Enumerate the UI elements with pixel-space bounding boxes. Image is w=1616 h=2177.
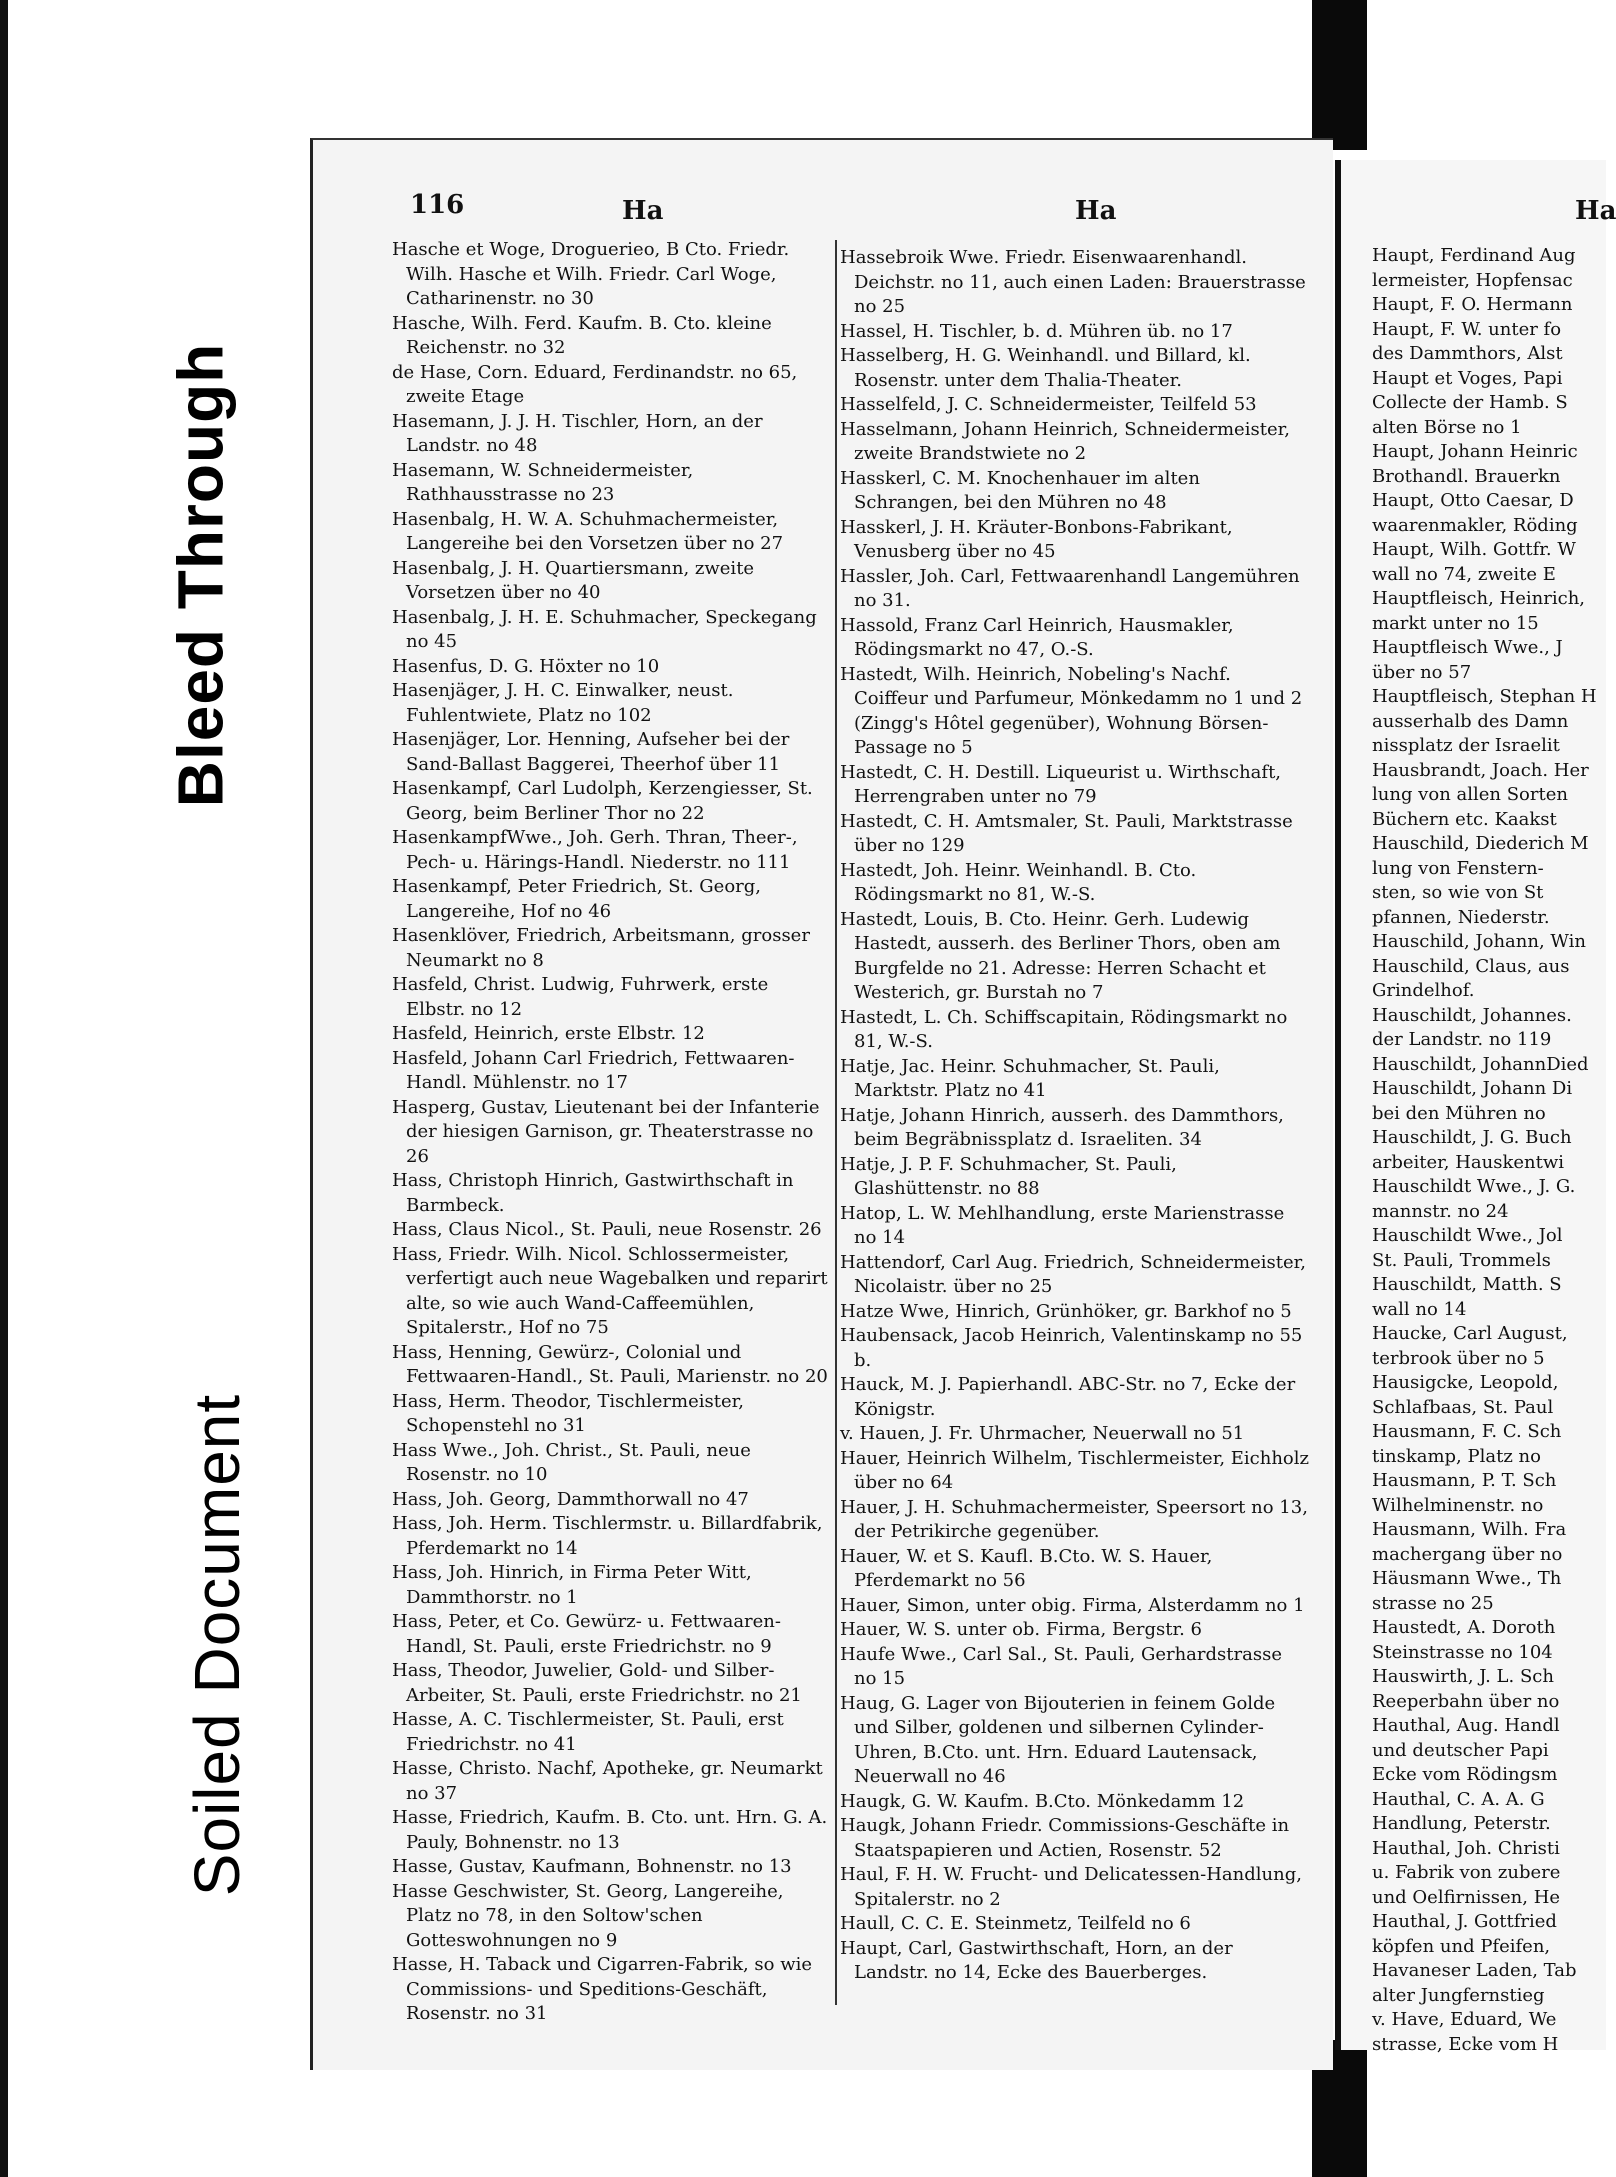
directory-entry: Hasse, Christo. Nachf, Apotheke, gr. Neumarkt no 37: [392, 1758, 823, 1804]
directory-entry: ausserhalb des Damn: [1372, 710, 1569, 732]
directory-entry: Hauschildt, Johannes.: [1372, 1004, 1572, 1026]
directory-entry: Hassler, Joh. Carl, Fettwaarenhandl Langemühren no 31.: [840, 565, 1300, 611]
directory-entry: Hauschild, Johann, Win: [1372, 931, 1586, 952]
directory-entry: Hasse, A. C. Tischlermeister, St. Pauli, erst Friedrichstr. no 41: [392, 1709, 784, 1755]
directory-entry: alter Jungfernstieg: [1372, 1984, 1545, 2006]
directory-entry: v. Hauen, J. Fr. Uhrmacher, Neuerwall no 51: [840, 1423, 1245, 1444]
directory-entry: Hasenbalg, J. H. E. Schuhmacher, Speckegang no 45: [392, 606, 817, 652]
directory-entry: Haul, F. H. W. Frucht- und Delicatessen-Handlung, Spitalerstr. no 2: [840, 1864, 1302, 1910]
bleed-through-label: Bleed Through: [164, 342, 236, 808]
directory-entry: Collecte der Hamb. S: [1372, 392, 1568, 413]
running-head-center: Ha: [1075, 196, 1117, 226]
directory-entry: Hastedt, C. H. Destill. Liqueurist u. Wirthschaft, Herrengraben unter no 79: [840, 761, 1282, 807]
directory-entry: lung von Fenstern-: [1372, 857, 1544, 879]
directory-entry: Reeperbahn über no: [1372, 1690, 1560, 1712]
directory-entry: Hattendorf, Carl Aug. Friedrich, Schneidermeister, Nicolaistr. über no 25: [840, 1251, 1306, 1297]
directory-entry: de Hase, Corn. Eduard, Ferdinandstr. no 65, zweite Etage: [392, 361, 798, 407]
directory-entry: Hass, Peter, et Co. Gewürz- u. Fettwaaren-Handl, St. Pauli, erste Friedrichstr. no 9: [392, 1611, 781, 1657]
directory-entry: Hauptfleisch Wwe., J: [1372, 637, 1563, 658]
directory-entry: Hauschildt, J. G. Buch: [1372, 1127, 1572, 1148]
directory-entry: St. Pauli, Trommels: [1372, 1249, 1551, 1271]
directory-entry: Hauschildt, JohannDied: [1372, 1053, 1589, 1075]
directory-entry: Hasse Geschwister, St. Georg, Langereihe, Platz no 78, in den Soltow'schen Gotteswohnungen no 9: [392, 1880, 784, 1951]
directory-entry: Hasenbalg, J. H. Quartiersmann, zweite Vorsetzen über no 40: [392, 557, 755, 603]
running-head-right: Ha: [1575, 196, 1616, 226]
directory-entry: Brothandl. Brauerkn: [1372, 465, 1561, 487]
directory-entry: Hastedt, L. Ch. Schiffscapitain, Rödingsmarkt no 81, W.-S.: [840, 1006, 1288, 1052]
directory-entry: Hauschild, Diederich M: [1372, 833, 1589, 854]
directory-entry: Haupt, Johann Heinric: [1372, 441, 1578, 462]
directory-entry: Hausmann, F. C. Sch: [1372, 1421, 1562, 1442]
directory-entry: Hastedt, Wilh. Heinrich, Nobeling's Nachf. Coiffeur und Parfumeur, Mönkedamm no 1 und 2 (Zingg's Hôtel gegenüber), Wohnung Börsen-Passage no 5: [840, 663, 1303, 758]
directory-entry: Hasche et Woge, Droguerieo, B Cto. Friedr. Wilh. Hasche et Wilh. Friedr. Carl Woge, Catharinenstr. no 30: [392, 239, 790, 309]
directory-entry: lermeister, Hopfensac: [1372, 269, 1573, 291]
directory-entry: Hasfeld, Christ. Ludwig, Fuhrwerk, erste Elbstr. no 12: [392, 974, 769, 1020]
directory-entry: bei den Mühren no: [1372, 1102, 1546, 1124]
directory-entry: HasenkampfWwe., Joh. Gerh. Thran, Theer-, Pech- u. Härings-Handl. Niederstr. no 111: [392, 827, 798, 873]
directory-entry: und Oelfirnissen, He: [1372, 1886, 1561, 1908]
directory-entry: Hassold, Franz Carl Heinrich, Hausmakler, Rödingsmarkt no 47, O.-S.: [840, 614, 1234, 660]
directory-entry: Hass, Christoph Hinrich, Gastwirthschaft in Barmbeck.: [392, 1170, 794, 1216]
directory-entry: Hauer, J. H. Schuhmachermeister, Speersort no 13, der Petrikirche gegenüber.: [840, 1496, 1308, 1542]
directory-entry: nissplatz der Israelit: [1372, 735, 1560, 756]
soiled-document-label: Soiled Document: [181, 1393, 254, 1897]
directory-entry: Haull, C. C. E. Steinmetz, Teilfeld no 6: [840, 1913, 1191, 1934]
directory-entry: Hauschildt, Matth. S: [1372, 1274, 1562, 1295]
directory-entry: Hasselberg, H. G. Weinhandl. und Billard, kl. Rosenstr. unter dem Thalia-Theater.: [840, 345, 1251, 391]
directory-entry: köpfen und Pfeifen,: [1372, 1935, 1551, 1957]
directory-entry: lung von allen Sorten: [1372, 784, 1568, 805]
directory-entry: Hauthal, Aug. Handl: [1372, 1715, 1560, 1736]
directory-entry: Hauschildt Wwe., Jol: [1372, 1225, 1563, 1246]
page-number: 116: [410, 190, 465, 220]
directory-entry: Hauschild, Claus, aus: [1372, 955, 1570, 977]
directory-entry: Hatje, Johann Hinrich, ausserh. des Dammthors, beim Begräbnissplatz d. Israeliten. 34: [840, 1104, 1284, 1150]
directory-entry: arbeiter, Hauskentwi: [1372, 1151, 1565, 1173]
directory-entry: Haupt et Voges, Papi: [1372, 367, 1563, 389]
directory-entry: Hasperg, Gustav, Lieutenant bei der Infanterie der hiesigen Garnison, gr. Theaterstrasse no 26: [392, 1096, 820, 1167]
directory-entry: Haufe Wwe., Carl Sal., St. Pauli, Gerhardstrasse no 15: [840, 1643, 1282, 1689]
directory-entry: Grindelhof.: [1372, 980, 1475, 1001]
directory-entry: Hauthal, J. Gottfried: [1372, 1911, 1557, 1932]
running-head-left: Ha: [622, 196, 664, 226]
directory-entry: Hasse, H. Taback und Cigarren-Fabrik, so wie Commissions- und Speditions-Geschäft, Rosenstr. no 31: [392, 1954, 813, 2024]
directory-entry: Hatop, L. W. Mehlhandlung, erste Marienstrasse no 14: [840, 1202, 1285, 1248]
directory-entry: Hauer, Heinrich Wilhelm, Tischlermeister, Eichholz über no 64: [840, 1447, 1310, 1493]
directory-entry: Hasenjäger, J. H. C. Einwalker, neust. Fuhlentwiete, Platz no 102: [392, 680, 734, 726]
directory-entry: u. Fabrik von zubere: [1372, 1862, 1561, 1883]
directory-entry: Hasenklöver, Friedrich, Arbeitsmann, grosser Neumarkt no 8: [392, 925, 810, 971]
scan-edge-left: [0, 0, 8, 2177]
directory-entry: Hasskerl, C. M. Knochenhauer im alten Schrangen, bei den Mühren no 48: [840, 467, 1200, 513]
directory-entry: machergang über no: [1372, 1543, 1563, 1565]
directory-entry: Hatje, J. P. F. Schuhmacher, St. Pauli, Glashüttenstr. no 88: [840, 1153, 1177, 1199]
directory-entry: Haupt, F. O. Hermann: [1372, 294, 1573, 315]
directory-entry: Haugk, Johann Friedr. Commissions-Geschäfte in Staatspapieren und Actien, Rosenstr. 52: [840, 1815, 1290, 1861]
directory-entry: Hausmann, P. T. Sch: [1372, 1470, 1557, 1491]
directory-entry: Hauschildt, Johann Di: [1372, 1078, 1573, 1099]
directory-entry: Hasemann, W. Schneidermeister, Rathhausstrasse no 23: [392, 459, 694, 505]
directory-entry: Hastedt, C. H. Amtsmaler, St. Pauli, Marktstrasse über no 129: [840, 810, 1293, 856]
directory-entry: Hauthal, Joh. Christi: [1372, 1837, 1560, 1859]
directory-entry: waarenmakler, Röding: [1372, 514, 1578, 536]
column-divider: [835, 240, 837, 2005]
directory-entry: Hauswirth, J. L. Sch: [1372, 1666, 1554, 1687]
directory-entry: Hasenkampf, Peter Friedrich, St. Georg, Langereihe, Hof no 46: [392, 876, 761, 922]
directory-entry: Haubensack, Jacob Heinrich, Valentinskamp no 55 b.: [840, 1325, 1303, 1371]
directory-entry: Handlung, Peterstr.: [1372, 1813, 1551, 1834]
directory-entry: terbrook über no 5: [1372, 1347, 1545, 1369]
directory-entry: Hasemann, J. J. H. Tischler, Horn, an der Landstr. no 48: [392, 410, 763, 456]
directory-entry: Hass, Joh. Georg, Dammthorwall no 47: [392, 1488, 749, 1510]
directory-entry: Hatje, Jac. Heinr. Schuhmacher, St. Pauli, Marktstr. Platz no 41: [840, 1055, 1220, 1101]
directory-entry: Haupt, F. W. unter fo: [1372, 318, 1562, 340]
directory-entry: tinskamp, Platz no: [1372, 1445, 1541, 1467]
directory-entry: Hasenbalg, H. W. A. Schuhmachermeister, Langereihe bei den Vorsetzen über no 27: [392, 508, 784, 554]
directory-entry: und deutscher Papi: [1372, 1739, 1549, 1761]
directory-entry: Haucke, Carl August,: [1372, 1323, 1568, 1344]
directory-entry: Haustedt, A. Doroth: [1372, 1617, 1556, 1638]
directory-entry: Hauthal, C. A. A. G: [1372, 1788, 1545, 1810]
directory-column-right: [1372, 244, 1600, 2057]
directory-entry: Haupt, Wilh. Gottfr. W: [1372, 539, 1576, 560]
soiled-document-label-box: [165, 1345, 270, 1945]
directory-entry: Hass, Herm. Theodor, Tischlermeister, Schopenstehl no 31: [392, 1390, 744, 1436]
directory-entry: Hausigcke, Leopold,: [1372, 1372, 1559, 1393]
directory-entry: Hasskerl, J. H. Kräuter-Bonbons-Fabrikant, Venusberg über no 45: [840, 516, 1233, 562]
directory-entry: Hass, Henning, Gewürz-, Colonial und Fettwaaren-Handl., St. Pauli, Marienstr. no 20: [392, 1341, 828, 1387]
directory-entry: strasse no 25: [1372, 1592, 1494, 1614]
directory-entry: Hasfeld, Johann Carl Friedrich, Fettwaaren-Handl. Mühlenstr. no 17: [392, 1047, 795, 1093]
directory-entry: wall no 14: [1372, 1298, 1467, 1320]
directory-entry: v. Have, Eduard, We: [1372, 2009, 1557, 2030]
directory-entry: Hassel, H. Tischler, b. d. Mühren üb. no 17: [840, 320, 1233, 342]
directory-entry: Hasse, Friedrich, Kaufm. B. Cto. unt. Hrn. G. A. Pauly, Bohnenstr. no 13: [392, 1807, 828, 1853]
directory-entry: pfannen, Niederstr.: [1372, 906, 1550, 928]
directory-entry: Hasselmann, Johann Heinrich, Schneidermeister, zweite Brandstwiete no 2: [840, 418, 1290, 464]
directory-entry: Büchern etc. Kaakst: [1372, 808, 1557, 830]
directory-entry: markt unter no 15: [1372, 612, 1539, 634]
directory-entry: Hauschildt Wwe., J. G.: [1372, 1176, 1576, 1197]
directory-entry: Steinstrasse no 104: [1372, 1641, 1553, 1663]
directory-entry: Hass, Claus Nicol., St. Pauli, neue Rosenstr. 26: [392, 1219, 822, 1240]
directory-entry: alten Börse no 1: [1372, 416, 1522, 438]
directory-column-left: [392, 238, 832, 2027]
directory-entry: Hasenkampf, Carl Ludolph, Kerzengiesser, St. Georg, beim Berliner Thor no 22: [392, 778, 813, 824]
directory-entry: Hass Wwe., Joh. Christ., St. Pauli, neue Rosenstr. no 10: [392, 1439, 751, 1485]
directory-entry: Hauer, Simon, unter obig. Firma, Alsterdamm no 1: [840, 1594, 1305, 1616]
directory-entry: Hastedt, Louis, B. Cto. Heinr. Gerh. Ludewig Hastedt, ausserh. des Berliner Thors, oben am Burgfelde no 21. Adresse: Herren Schacht et Westerich, gr. Burstah no 7: [840, 908, 1281, 1003]
directory-entry: Haupt, Otto Caesar, D: [1372, 490, 1574, 511]
directory-entry: Hastedt, Joh. Heinr. Weinhandl. B. Cto. Rödingsmarkt no 81, W.-S.: [840, 859, 1197, 905]
directory-entry: der Landstr. no 119: [1372, 1029, 1552, 1050]
directory-entry: Hatze Wwe, Hinrich, Grünhöker, gr. Barkhof no 5: [840, 1300, 1292, 1322]
directory-entry: strasse, Ecke vom H: [1372, 2033, 1559, 2055]
directory-entry: Haupt, Carl, Gastwirthschaft, Horn, an der Landstr. no 14, Ecke des Bauerberges.: [840, 1937, 1233, 1983]
directory-entry: Hass, Friedr. Wilh. Nicol. Schlossermeister, verfertigt auch neue Wagebalken und reparirt alte, so wie auch Wand-Caffeemühlen, Spitalerstr., Hof no 75: [392, 1243, 828, 1338]
directory-entry: Haug, G. Lager von Bijouterien in feinem Golde und Silber, goldenen und silbernen Cylinder-Uhren, B.Cto. unt. Hrn. Eduard Lautensack, Neuerwall no 46: [840, 1692, 1276, 1787]
directory-entry: Hasenjäger, Lor. Henning, Aufseher bei der Sand-Ballast Baggerei, Theerhof über 11: [392, 729, 790, 775]
directory-entry: Haugk, G. W. Kaufm. B.Cto. Mönkedamm 12: [840, 1790, 1245, 1812]
directory-entry: Schlafbaas, St. Paul: [1372, 1396, 1554, 1418]
directory-entry: Ecke vom Rödingsm: [1372, 1764, 1558, 1785]
directory-entry: Hasselfeld, J. C. Schneidermeister, Teilfeld 53: [840, 394, 1257, 415]
directory-entry: Hasenfus, D. G. Höxter no 10: [392, 655, 660, 677]
directory-entry: Hasche, Wilh. Ferd. Kaufm. B. Cto. kleine Reichenstr. no 32: [392, 312, 772, 358]
directory-entry: Hasfeld, Heinrich, erste Elbstr. 12: [392, 1023, 705, 1044]
directory-entry: Hass, Theodor, Juwelier, Gold- und Silber-Arbeiter, St. Pauli, erste Friedrichstr. no 21: [392, 1660, 802, 1706]
directory-entry: des Dammthors, Alst: [1372, 343, 1563, 364]
directory-entry: Hass, Joh. Herm. Tischlermstr. u. Billardfabrik, Pferdemarkt no 14: [392, 1513, 823, 1559]
directory-entry: Hausbrandt, Joach. Her: [1372, 759, 1589, 781]
directory-entry: Hasse, Gustav, Kaufmann, Bohnenstr. no 13: [392, 1856, 792, 1877]
directory-entry: Haupt, Ferdinand Aug: [1372, 245, 1576, 266]
bleed-through-label-box: [140, 270, 260, 880]
directory-column-middle: [840, 246, 1310, 1986]
directory-entry: Häusmann Wwe., Th: [1372, 1568, 1562, 1589]
directory-entry: sten, so wie von St: [1372, 882, 1544, 903]
directory-entry: Hauer, W. S. unter ob. Firma, Bergstr. 6: [840, 1619, 1202, 1640]
directory-entry: wall no 74, zweite E: [1372, 563, 1556, 585]
directory-entry: Hauck, M. J. Papierhandl. ABC-Str. no 7, Ecke der Königstr.: [840, 1374, 1296, 1420]
directory-entry: Havaneser Laden, Tab: [1372, 1960, 1577, 1981]
directory-entry: Hauer, W. et S. Kaufl. B.Cto. W. S. Hauer, Pferdemarkt no 56: [840, 1545, 1213, 1591]
directory-entry: Hauptfleisch, Stephan H: [1372, 686, 1597, 707]
directory-entry: mannstr. no 24: [1372, 1200, 1509, 1222]
directory-entry: über no 57: [1372, 661, 1472, 683]
directory-entry: Hass, Joh. Hinrich, in Firma Peter Witt, Dammthorstr. no 1: [392, 1562, 752, 1608]
binding-bar-top: [1312, 0, 1367, 150]
directory-entry: Hausmann, Wilh. Fra: [1372, 1519, 1567, 1540]
directory-entry: Hassebroik Wwe. Friedr. Eisenwaarenhandl. Deichstr. no 11, auch einen Laden: Brauerstrasse no 25: [840, 247, 1306, 317]
directory-entry: Hauptfleisch, Heinrich,: [1372, 588, 1586, 609]
directory-entry: Wilhelminenstr. no: [1372, 1494, 1544, 1516]
